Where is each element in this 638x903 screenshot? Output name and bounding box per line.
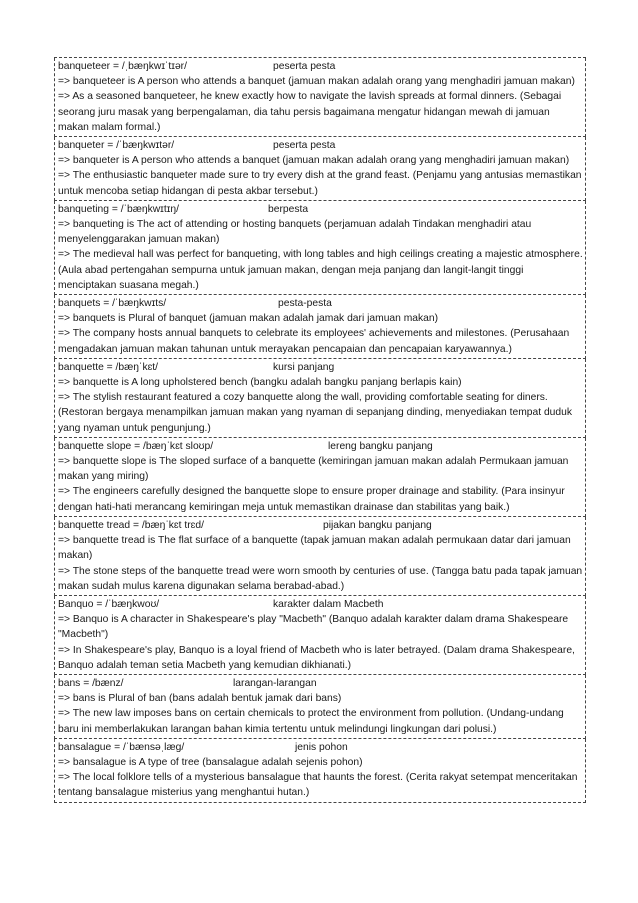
entry-word: banqueting = /ˈbæŋkwɪtɪŋ/ (58, 203, 179, 215)
entry-example: => As a seasoned banqueteer, he knew exactly how to navigate the lavish spreads at formal dinners. (Sebagai seorang juru masak yang berpengalaman, dia tahu persis bagaimana mengatur hidangan mewah di jamuan makan malam formal.) (58, 91, 562, 133)
entry-example: => The enthusiastic banqueter made sure to try every dish at the grand feast. (Penjamu yang antusias memastikan untuk mencoba setiap hidangan di pesta akbar tersebut.) (58, 170, 582, 197)
entry-translation: lereng bangku panjang (328, 440, 433, 452)
entry-word: banquette tread = /bæŋˈkɛt trɛd/ (58, 519, 204, 531)
entry-definition: => banqueting is The act of attending or hosting banquets (perjamuan adalah Tindakan menghadiri atau menyelenggarakan jamuan makan) (58, 219, 532, 246)
entry-word: Banquo = /ˈbæŋkwoʊ/ (58, 598, 160, 610)
entry-head (58, 439, 583, 454)
entry-definition: => Banquo is A character in Shakespeare's play "Macbeth" (Banquo adalah karakter dalam drama Shakespeare "Macbeth") (58, 614, 569, 641)
entry-definition: => banquette is A long upholstered bench (bangku adalah bangku panjang berlapis kain) (58, 377, 462, 389)
entry-bansalague (54, 739, 586, 803)
entry-word: banqueteer = /ˌbæŋkwɪˈtɪər/ (58, 61, 187, 72)
entry-translation: larangan-larangan (233, 677, 317, 689)
entry-bans (54, 675, 586, 739)
entry-definition: => banquette slope is The sloped surface of a banquette (kemiringan jamuan makan adalah Permukaan jamuan makan yang miring) (58, 456, 569, 483)
entry-example: => The company hosts annual banquets to celebrate its employees' achievements and milestones. (Perusahaan mengadakan jamuan makan tahunan untuk merayakan pencapaian dan pencapaian karyawannya.) (58, 328, 570, 355)
entry-translation: peserta pesta (273, 61, 336, 72)
entry-definition: => banqueter is A person who attends a banquet (jamuan makan adalah orang yang menghadiri jamuan makan) (58, 155, 570, 167)
entry-head (58, 296, 583, 311)
entry-word: banquette slope = /bæŋˈkɛt sloʊp/ (58, 440, 214, 452)
entry-banquette-slope (54, 438, 586, 517)
entry-example: => The stylish restaurant featured a cozy banquette along the wall, providing comfortable seating for diners. (Restoran bergaya menampilkan jamuan makan yang nyaman di sepanjang dinding, menyediakan tempat duduk yang nyaman untuk pengunjung.) (58, 392, 573, 434)
entry-head (58, 59, 583, 74)
entry-list (54, 57, 586, 803)
entry-definition: => bans is Plural of ban (bans adalah bentuk jamak dari bans) (58, 693, 342, 705)
entry-banquette (54, 359, 586, 438)
entry-word: bansalague = /ˈbænsəˌlæɡ/ (58, 741, 185, 753)
entry-example: => The local folklore tells of a mysterious bansalague that haunts the forest. (Cerita rakyat setempat menceritakan tentang bansalague misterius yang menghantui hutan.) (58, 772, 578, 799)
entry-definition: => banquets is Plural of banquet (jamuan makan adalah jamak dari jamuan makan) (58, 313, 439, 325)
entry-translation: pesta-pesta (278, 298, 332, 310)
entry-example: => In Shakespeare's play, Banquo is a loyal friend of Macbeth who is later betrayed. (Dalam drama Shakespeare, Banquo adalah teman setia Macbeth yang kemudian dikhianati.) (58, 644, 575, 671)
entry-head (58, 360, 583, 375)
entry-translation: jenis pohon (295, 741, 348, 753)
entry-definition: => bansalague is A type of tree (bansalague adalah sejenis pohon) (58, 756, 363, 768)
entry-head (58, 740, 583, 755)
entry-translation: karakter dalam Macbeth (273, 598, 384, 610)
entry-word: bans = /bænz/ (58, 677, 124, 689)
entry-head (58, 202, 583, 217)
entry-banquette-tread (54, 517, 586, 596)
entry-banqueter (54, 137, 586, 201)
entry-definition: => banquette tread is The flat surface of a banquette (tapak jamuan makan adalah permukaan datar dari jamuan makan) (58, 535, 571, 562)
entry-definition: => banqueteer is A person who attends a banquet (jamuan makan adalah orang yang menghadiri jamuan makan) (58, 76, 575, 88)
entry-translation: peserta pesta (273, 140, 336, 152)
entry-translation: pijakan bangku panjang (323, 519, 432, 531)
entry-head (58, 518, 583, 533)
entry-translation: kursi panjang (273, 361, 335, 373)
entry-translation: berpesta (268, 203, 309, 215)
entry-head (58, 676, 583, 691)
entry-example: => The engineers carefully designed the banquette slope to ensure proper drainage and stability. (Para insinyur dengan hati-hati merancang kemiringan meja untuk memastikan drainase dan stabilitas yang baik.) (58, 486, 565, 513)
entry-banqueteer (54, 58, 586, 137)
entry-example: => The medieval hall was perfect for banqueting, with long tables and high ceilings creating a majestic atmosphere. (Aula abad pertengahan sempurna untuk jamuan makan, dengan meja panjang dan langit-langit tinggi menciptakan suasana megah.) (58, 249, 583, 291)
entry-banquets (54, 295, 586, 359)
entry-word: banqueter = /ˈbæŋkwɪtər/ (58, 140, 175, 152)
entry-example: => The stone steps of the banquette tread were worn smooth by centuries of use. (Tangga batu pada tapak jamuan makan sudah mulus karena digunakan selama berabad-abad.) (58, 565, 583, 592)
entry-banquo (54, 596, 586, 675)
entry-banqueting (54, 201, 586, 295)
entry-head (58, 138, 583, 153)
entry-word: banquette = /bæŋˈkɛt/ (58, 361, 159, 373)
entry-example: => The new law imposes bans on certain chemicals to protect the environment from pollution. (Undang-undang baru ini memberlakukan larangan bahan kimia tertentu untuk melindungi lingkungan dari polusi.) (58, 708, 564, 735)
entry-word: banquets = /ˈbæŋkwɪts/ (58, 298, 167, 310)
entry-head (58, 597, 583, 612)
